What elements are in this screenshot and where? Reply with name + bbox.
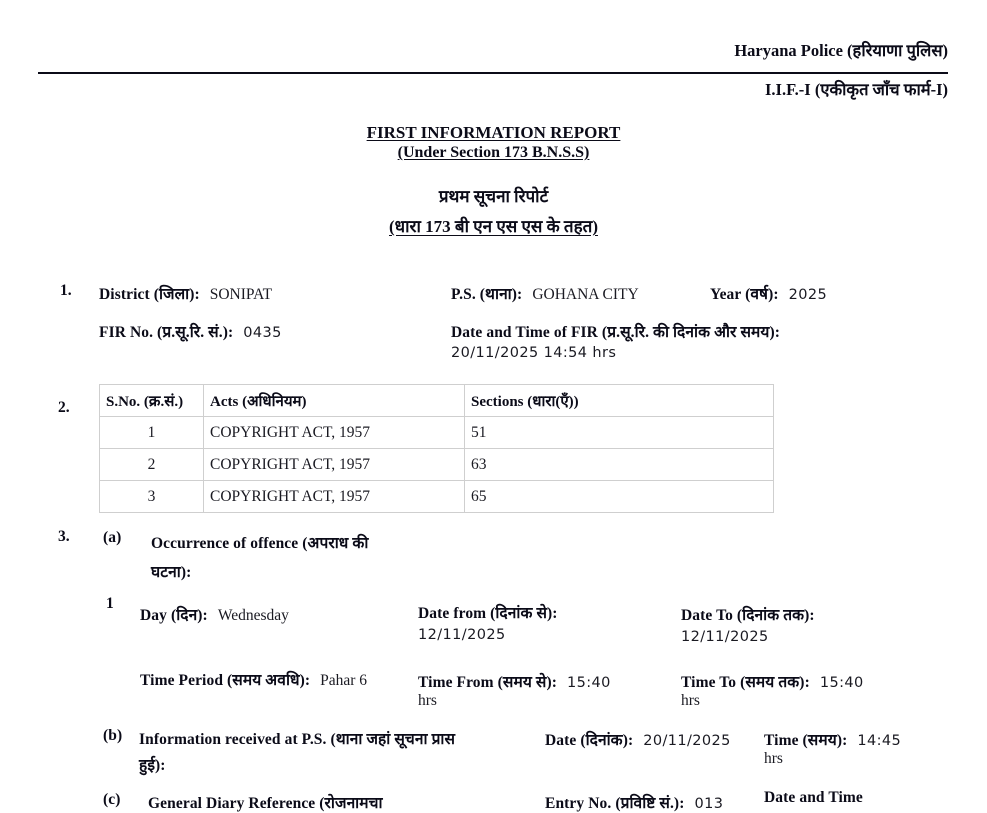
- year-field: [710, 282, 827, 304]
- column-header-sections: Sections (धारा(एँ)): [465, 385, 774, 417]
- cell-section: 51: [465, 417, 774, 449]
- year-label: Year (वर्ष):: [710, 286, 779, 303]
- time-period-field: [140, 668, 410, 690]
- police-station-label: P.S. (थाना):: [451, 286, 523, 303]
- time-from-unit: hrs: [418, 692, 437, 709]
- time-from-label: Time From (समय से):: [418, 674, 558, 691]
- time-to-label: Time To (समय तक):: [681, 674, 810, 691]
- district-label: District (जिला):: [99, 286, 200, 303]
- cell-sno: 1: [100, 417, 204, 449]
- column-header-sno: S.No. (क्र.सं.): [100, 385, 204, 417]
- section-2-number: 2.: [58, 399, 70, 416]
- fir-number-label: FIR No. (प्र.सू.रि. सं.):: [99, 324, 234, 341]
- occurrence-of-offence-heading-line1: Occurrence of offence (अपराध की: [151, 535, 369, 552]
- page-title-hindi: प्रथम सूचना रिपोर्ट: [438, 187, 549, 206]
- gd-entry-no-value: 013: [694, 796, 724, 812]
- time-to-field: [681, 670, 931, 710]
- police-station-value: GOHANA CITY: [532, 286, 639, 303]
- info-received-date-field: [545, 728, 731, 750]
- section-3-number: 3.: [58, 528, 70, 545]
- occurrence-row-index: 1: [106, 595, 114, 612]
- district-value: SONIPAT: [209, 286, 273, 303]
- section-3c-marker: (c): [103, 791, 121, 808]
- time-period-value: Pahar 6: [320, 672, 368, 689]
- gd-entry-no-field: [545, 791, 723, 813]
- information-received-heading-line2: हुई):: [139, 757, 166, 774]
- day-field: [140, 603, 289, 625]
- day-label: Day (दिन):: [140, 607, 208, 624]
- date-from-value: 12/11/2025: [418, 627, 506, 643]
- cell-act: COPYRIGHT ACT, 1957: [204, 417, 465, 449]
- general-diary-reference-heading: General Diary Reference (रोजनामचा: [148, 795, 383, 812]
- page-subtitle-hindi: (धारा 173 बी एन एस एस के तहत): [389, 217, 598, 236]
- cell-act: COPYRIGHT ACT, 1957: [204, 481, 465, 513]
- time-to-value: 15:40: [819, 675, 864, 691]
- table-row: [100, 449, 774, 481]
- time-to-unit: hrs: [681, 692, 700, 709]
- day-value: Wednesday: [217, 607, 289, 624]
- page-title-english: FIRST INFORMATION REPORT: [366, 123, 621, 142]
- district-field: [99, 282, 272, 304]
- haryana-police-header: Haryana Police (हरियाणा पुलिस): [734, 41, 948, 60]
- fir-datetime-value: 20/11/2025 14:54 hrs: [451, 345, 617, 361]
- date-to-value: 12/11/2025: [681, 629, 769, 645]
- date-to-label: Date To (दिनांक तक):: [681, 607, 815, 624]
- cell-sno: 3: [100, 481, 204, 513]
- year-value: 2025: [788, 287, 828, 303]
- section-3a-marker: (a): [103, 529, 122, 546]
- occurrence-of-offence-heading-line2: घटना):: [151, 564, 192, 581]
- info-received-time-label: Time (समय):: [764, 732, 848, 749]
- table-row: [100, 417, 774, 449]
- gd-entry-no-label: Entry No. (प्रविष्टि सं.):: [545, 795, 685, 812]
- info-received-date-value: 20/11/2025: [643, 733, 731, 749]
- info-received-time-field: [764, 728, 964, 768]
- fir-datetime-label-wrap: [451, 320, 780, 342]
- iif-form-code-header: I.I.F.-I (एकीकृत जाँच फार्म-I): [765, 80, 948, 99]
- cell-section: 65: [465, 481, 774, 513]
- cell-section: 63: [465, 449, 774, 481]
- cell-sno: 2: [100, 449, 204, 481]
- section-3b-marker: (b): [103, 727, 123, 744]
- table-row: [100, 481, 774, 513]
- info-received-time-unit: hrs: [764, 750, 783, 767]
- section-1-number: 1.: [60, 282, 72, 299]
- table-header-row: [100, 385, 774, 417]
- acts-and-sections-table: [99, 384, 774, 513]
- fir-datetime-label: Date and Time of FIR (प्र.सू.रि. की दिनांक और समय):: [451, 324, 781, 341]
- fir-number-value: 0435: [243, 325, 282, 341]
- time-from-field: [418, 670, 668, 710]
- date-from-label: Date from (दिनांक से):: [418, 605, 558, 622]
- time-period-label: Time Period (समय अवधि):: [140, 672, 311, 689]
- info-received-date-label: Date (दिनांक):: [545, 732, 634, 749]
- header-divider-rule: [38, 72, 948, 74]
- info-received-time-value: 14:45: [857, 733, 902, 749]
- column-header-acts: Acts (अधिनियम): [204, 385, 465, 417]
- information-received-heading-line1: Information received at P.S. (थाना जहां सूचना प्रास: [139, 731, 456, 748]
- gd-datetime-label: Date and Time: [764, 789, 863, 806]
- time-from-value: 15:40: [567, 675, 611, 691]
- police-station-field: [451, 282, 639, 304]
- document-title-block: [0, 122, 987, 239]
- fir-number-field: [99, 320, 282, 342]
- page-subtitle-english: (Under Section 173 B.N.S.S): [397, 144, 590, 161]
- cell-act: COPYRIGHT ACT, 1957: [204, 449, 465, 481]
